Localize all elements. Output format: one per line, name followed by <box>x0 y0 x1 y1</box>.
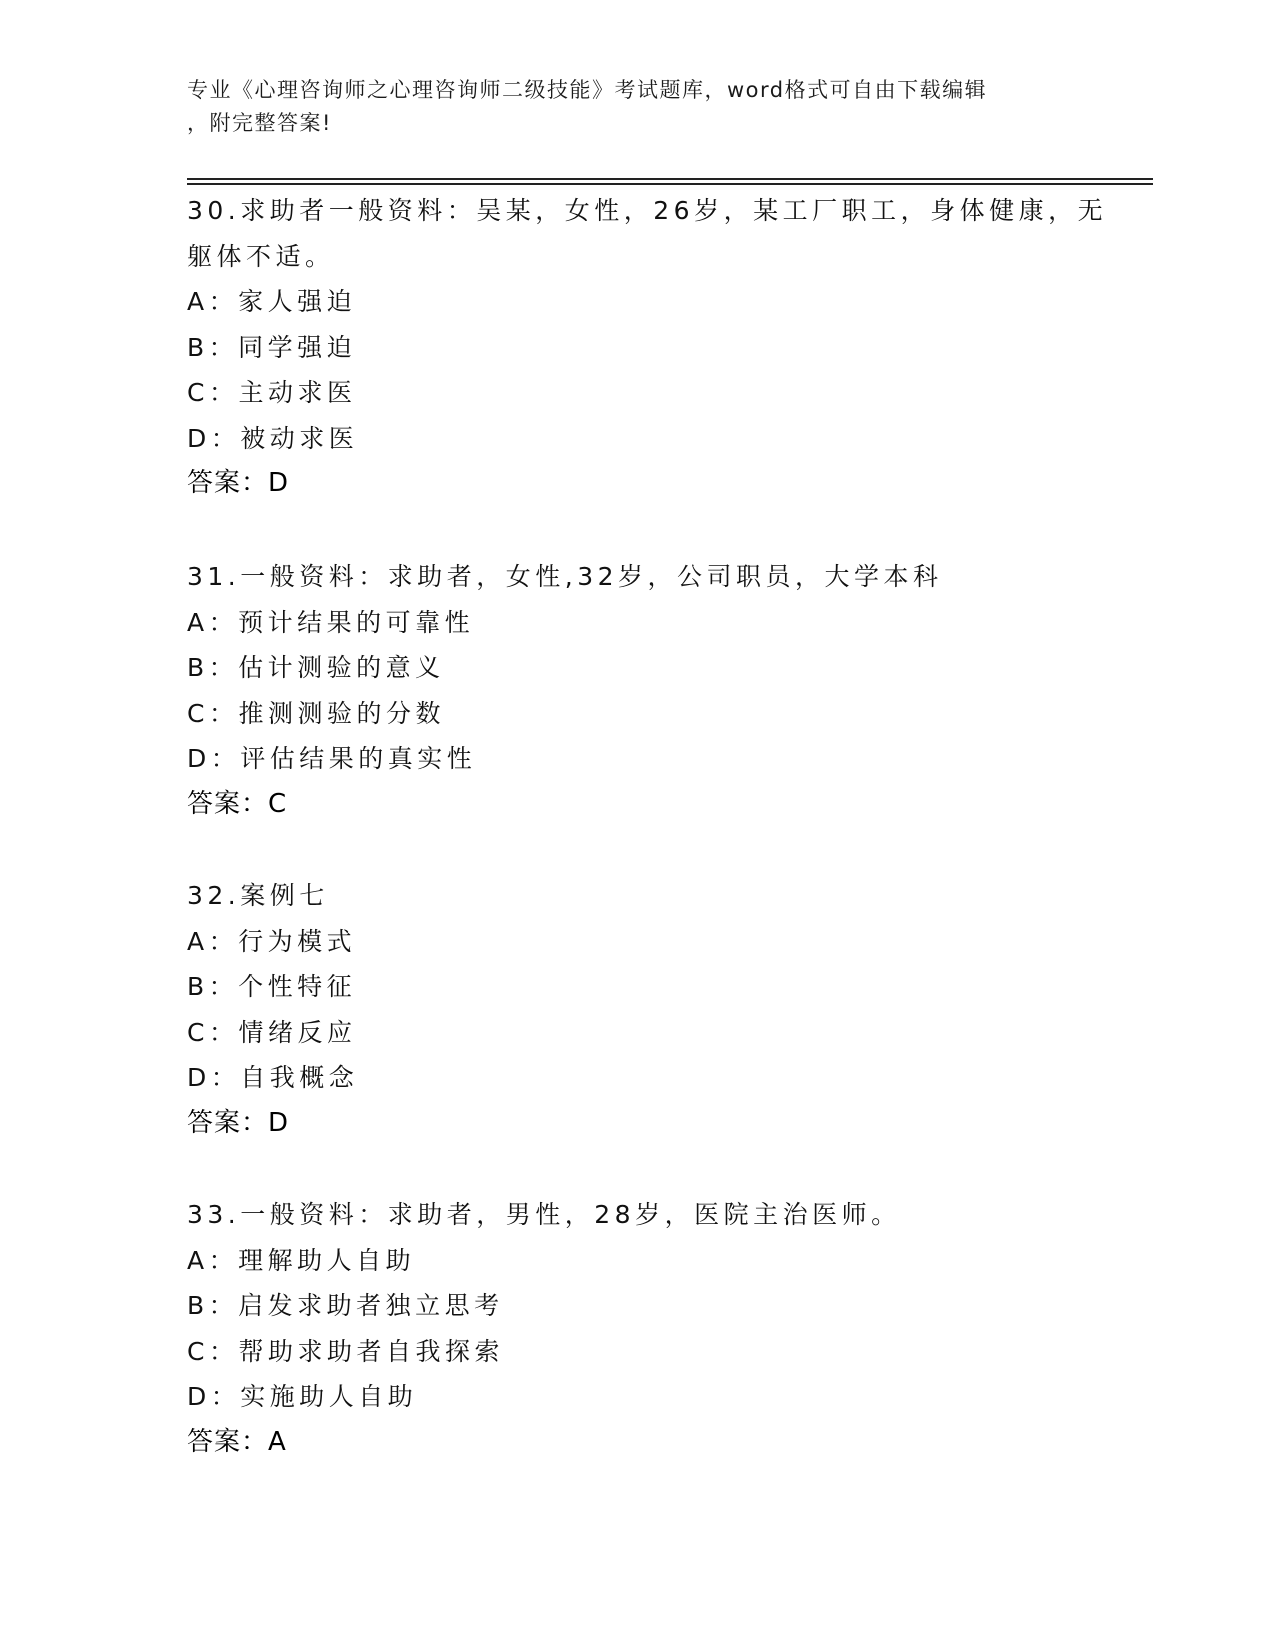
option-b: B：估计测验的意义 <box>187 653 445 682</box>
question-stem: 32.案例七 <box>187 881 329 910</box>
option-d: D：被动求医 <box>187 423 359 453</box>
answer: 答案：D <box>187 468 290 498</box>
answer: 答案：A <box>187 1426 287 1457</box>
question-31 <box>187 554 1087 827</box>
question-33 <box>187 1192 1087 1465</box>
option-a: A：理解助人自助 <box>187 1245 416 1275</box>
answer: 答案：C <box>187 788 288 819</box>
question-30 <box>187 188 1108 507</box>
option-c: C：情绪反应 <box>187 1017 357 1047</box>
option-a: A：行为模式 <box>187 926 357 956</box>
header-divider-top <box>187 178 1153 180</box>
option-a: A：预计结果的可靠性 <box>187 607 475 637</box>
option-c: C：主动求医 <box>187 378 357 407</box>
option-c: C：推测测验的分数 <box>187 698 445 728</box>
document-header <box>187 74 1067 140</box>
option-d: D：实施助人自助 <box>187 1382 418 1411</box>
question-stem-continued: 躯体不适。 <box>187 241 335 271</box>
question-32 <box>187 873 1087 1146</box>
header-divider-bottom <box>187 183 1153 185</box>
option-b: B：启发求助者独立思考 <box>187 1291 504 1320</box>
option-b: B：同学强迫 <box>187 332 357 362</box>
option-a: A：家人强迫 <box>187 287 357 316</box>
header-line-1: 专业《心理咨询师之心理咨询师二级技能》考试题库，word格式可自由下载编辑 <box>187 78 988 102</box>
question-stem: 30.求助者一般资料：吴某，女性，26岁，某工厂职工，身体健康，无 <box>187 196 1108 225</box>
option-d: D：评估结果的真实性 <box>187 744 477 773</box>
answer: 答案：D <box>187 1107 290 1138</box>
option-c: C：帮助求助者自我探索 <box>187 1336 504 1366</box>
header-line-2: ，附完整答案! <box>187 111 332 135</box>
option-b: B：个性特征 <box>187 972 357 1001</box>
option-d: D：自我概念 <box>187 1063 359 1092</box>
question-stem: 31.一般资料：求助者，女性,32岁，公司职员，大学本科 <box>187 562 943 591</box>
question-stem: 33.一般资料：求助者，男性，28岁，医院主治医师。 <box>187 1200 901 1229</box>
